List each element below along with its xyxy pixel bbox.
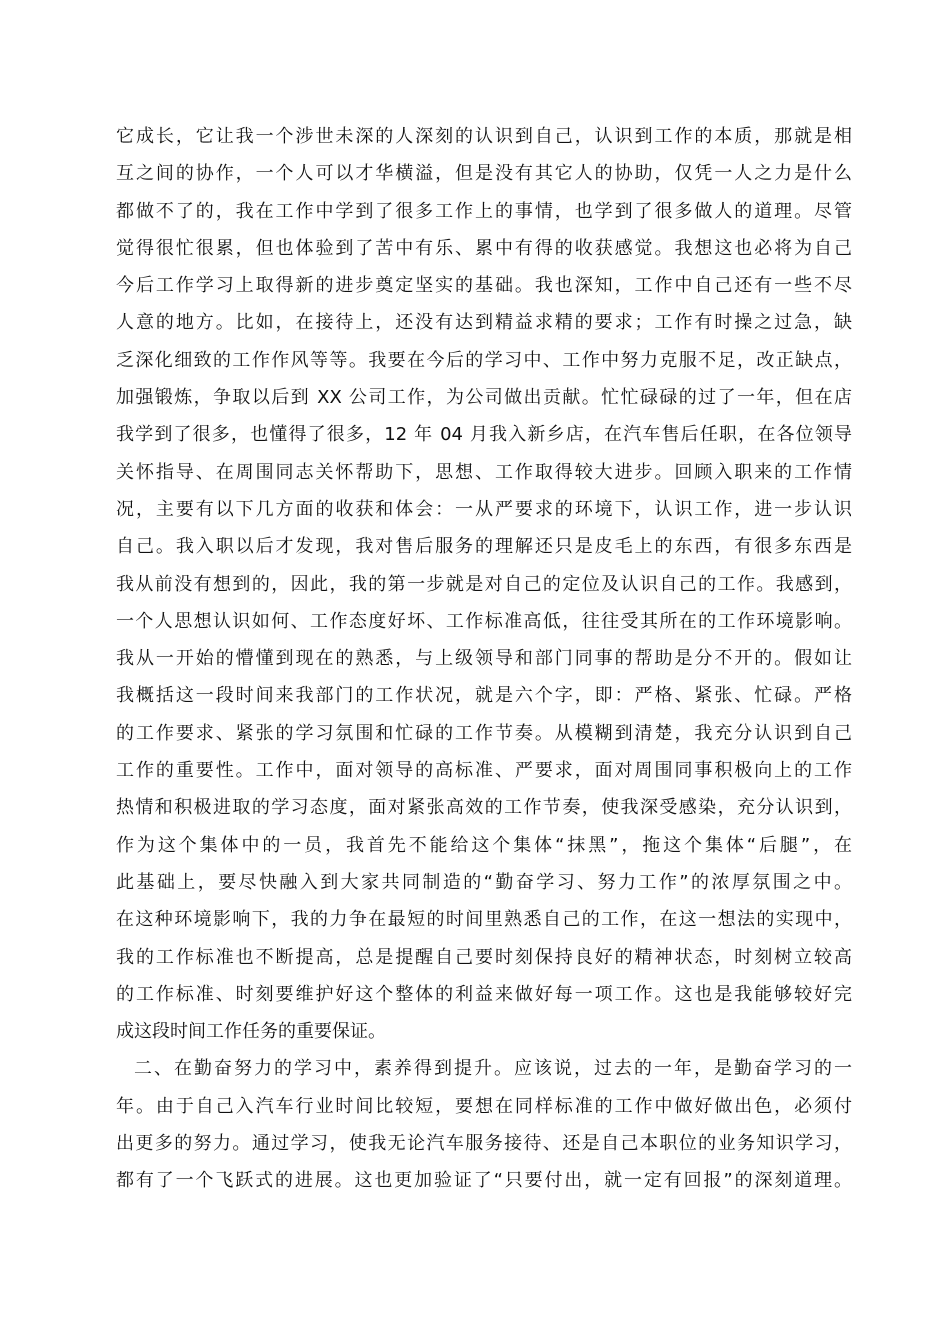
text-line: 的工作要求、紧张的学习氛围和忙碌的工作节奏。从模糊到清楚，我充分认识到自己 xyxy=(116,722,852,744)
text-line: 我从前没有想到的，因此，我的第一步就是对自己的定位及认识自己的工作。我感到， xyxy=(116,573,852,595)
text-line: 我学到了很多，也懂得了很多，12 年 04 月我入新乡店，在汽车售后任职，在各位领导 xyxy=(116,424,852,446)
text-line: 自己。我入职以后才发现，我对售后服务的理解还只是皮毛上的东西，有很多东西是 xyxy=(116,536,852,558)
text-line: 我从一开始的懵懂到现在的熟悉，与上级领导和部门同事的帮助是分不开的。假如让 xyxy=(116,648,852,670)
text-line: 今后工作学习上取得新的进步奠定坚实的基础。我也深知，工作中自己还有一些不尽 xyxy=(116,275,852,297)
text-line: 乏深化细致的工作作风等等。我要在今后的学习中、工作中努力克服不足，改正缺点， xyxy=(116,349,852,371)
text-line: 作为这个集体中的一员，我首先不能给这个集体“抹黑”，拖这个集体“后腿”，在 xyxy=(116,834,852,856)
text-line: 的工作标准、时刻要维护好这个整体的利益来做好每一项工作。这也是我能够较好完 xyxy=(116,983,852,1005)
paragraph-2 xyxy=(116,1050,852,1199)
text-line: 况，主要有以下几方面的收获和体会：一从严要求的环境下，认识工作，进一步认识 xyxy=(116,498,852,520)
text-line: 热情和积极进取的学习态度，面对紧张高效的工作节奏，使我深受感染，充分认识到， xyxy=(116,797,852,819)
text-line: 加强锻炼，争取以后到 XX 公司工作，为公司做出贡献。忙忙碌碌的过了一年，但在店 xyxy=(116,387,852,409)
text-line: 人意的地方。比如，在接待上，还没有达到精益求精的要求；工作有时操之过急，缺 xyxy=(116,312,852,334)
text-line: 关怀指导、在周围同志关怀帮助下，思想、工作取得较大进步。回顾入职来的工作情 xyxy=(116,461,852,483)
text-line: 工作的重要性。工作中，面对领导的高标准、严要求，面对周围同事积极向上的工作 xyxy=(116,760,852,782)
paragraph-1 xyxy=(116,118,852,1050)
text-line: 一个人思想认识如何、工作态度好坏、工作标准高低，往往受其所在的工作环境影响。 xyxy=(116,610,852,632)
text-line: 此基础上，要尽快融入到大家共同制造的“勤奋学习、努力工作”的浓厚氛围之中。 xyxy=(116,871,852,893)
text-line: 我概括这一段时间来我部门的工作状况，就是六个字，即：严格、紧张、忙碌。严格 xyxy=(116,685,852,707)
text-line: 在这种环境影响下，我的力争在最短的时间里熟悉自己的工作，在这一想法的实现中， xyxy=(116,909,852,931)
text-line: 年。由于自己入汽车行业时间比较短，要想在同样标准的工作中做好做出色，必须付 xyxy=(116,1095,852,1117)
text-line: 都有了一个飞跃式的进展。这也更加验证了“只要付出，就一定有回报”的深刻道理。 xyxy=(116,1170,852,1192)
text-line: 都做不了的，我在工作中学到了很多工作上的事情，也学到了很多做人的道理。尽管 xyxy=(116,200,852,222)
text-line: 觉得很忙很累，但也体验到了苦中有乐、累中有得的收获感觉。我想这也必将为自己 xyxy=(116,237,852,259)
text-line: 成这段时间工作任务的重要保证。 xyxy=(116,1021,386,1043)
text-line: 我的工作标准也不断提高，总是提醒自己要时刻保持良好的精神状态，时刻树立较高 xyxy=(116,946,852,968)
document-body xyxy=(116,118,852,1200)
text-line: 二、在勤奋努力的学习中，素养得到提升。应该说，过去的一年，是勤奋学习的一 xyxy=(134,1058,852,1080)
text-line: 它成长，它让我一个涉世未深的人深刻的认识到自己，认识到工作的本质，那就是相 xyxy=(116,126,852,147)
text-line: 出更多的努力。通过学习，使我无论汽车服务接待、还是自己本职位的业务知识学习， xyxy=(116,1133,852,1155)
text-line: 互之间的协作，一个人可以才华横溢，但是没有其它人的协助，仅凭一人之力是什么 xyxy=(116,163,852,185)
